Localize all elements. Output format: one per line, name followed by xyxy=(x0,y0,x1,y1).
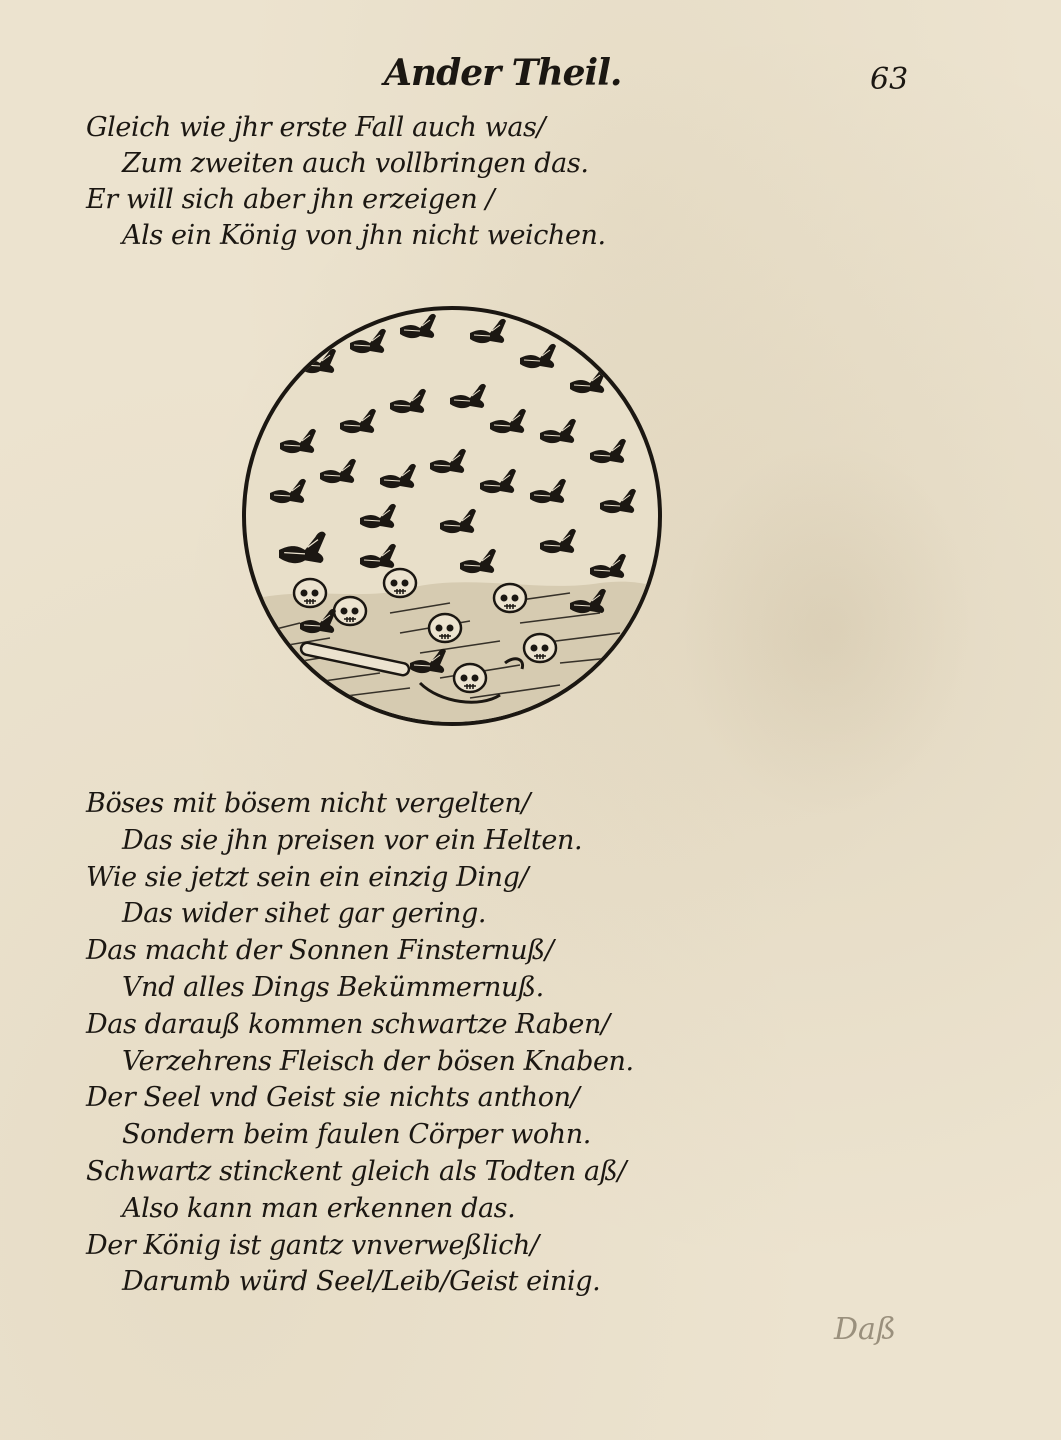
page-number: 63 xyxy=(870,62,909,97)
catchword: Daß xyxy=(834,1312,896,1347)
verse-line: Das sie jhn preisen vor ein Helten. xyxy=(122,824,583,856)
verse-line: Er will sich aber jhn erzeigen / xyxy=(86,184,495,215)
verse-line: Also kann man erkennen das. xyxy=(122,1192,516,1224)
verse-block-top xyxy=(86,110,606,254)
verse-block-bottom xyxy=(86,786,634,1301)
verse-line: Darumb würd Seel/Leib/Geist einig. xyxy=(122,1266,601,1298)
verse-line: Schwartz stinckent gleich als Todten aß/ xyxy=(86,1155,627,1187)
verse-line: Als ein König von jhn nicht weichen. xyxy=(122,220,606,251)
verse-line: Zum zweiten auch vollbringen das. xyxy=(122,148,589,179)
verse-line: Verzehrens Fleisch der bösen Knaben. xyxy=(122,1045,634,1077)
verse-line: Sondern beim faulen Cörper wohn. xyxy=(122,1119,591,1151)
woodcut-illustration xyxy=(240,303,664,729)
show-through-stain xyxy=(680,440,980,820)
verse-line: Der König ist gantz vnverweßlich/ xyxy=(86,1229,539,1261)
verse-line: Der Seel vnd Geist sie nichts anthon/ xyxy=(86,1082,580,1114)
verse-line: Das wider sihet gar gering. xyxy=(122,898,487,930)
verse-line: Gleich wie jhr erste Fall auch was/ xyxy=(86,112,546,143)
running-head: Ander Theil. xyxy=(384,52,622,94)
verse-line: Wie sie jetzt sein ein einzig Ding/ xyxy=(86,861,529,893)
verse-line: Böses mit bösem nicht vergelten/ xyxy=(86,788,531,819)
verse-line: Vnd alles Dings Bekümmernuß. xyxy=(122,971,544,1003)
verse-line: Das darauß kommen schwartze Raben/ xyxy=(86,1008,610,1040)
verse-line: Das macht der Sonnen Finsternuß/ xyxy=(86,935,554,967)
